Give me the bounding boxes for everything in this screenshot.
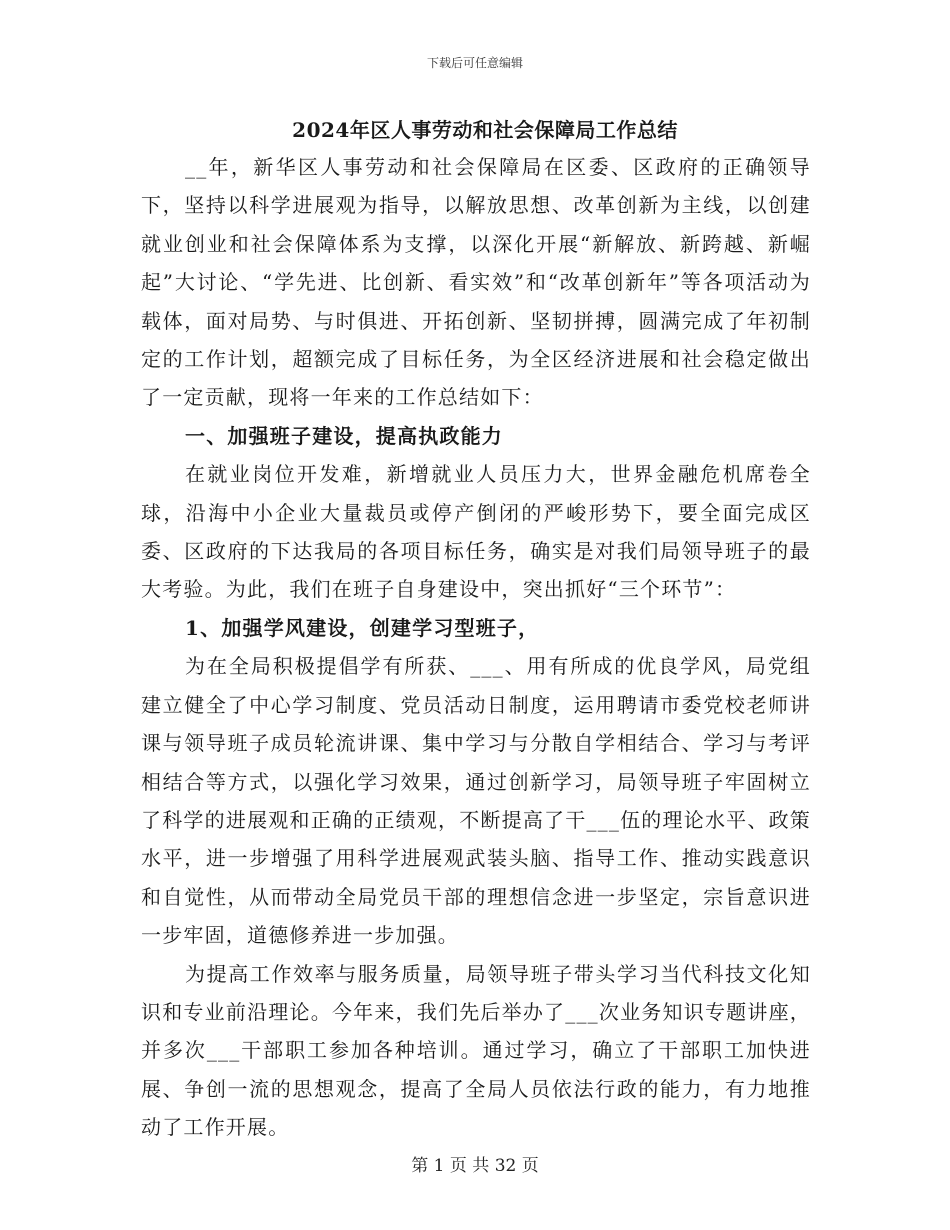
subsection-paragraph-2: 为提高工作效率与服务质量，局领导班子带头学习当代科技文化知识和专业前沿理论。今年来，我们先后举办了___次业务知识专题讲座，并多次___干部职工参加各种培训。通过学习，确立了干部职工加快进展、争创一流的思想观念，提高了全局人员依法行政的能力，有力地推动了工作开展。 xyxy=(141,961,811,1140)
header-note: 下载后可任意编辑 xyxy=(426,56,523,70)
document-body xyxy=(141,112,811,1147)
subsection-paragraph-1: 为在全局积极提倡学有所获、___、用有所成的优良学风，局党组建立健全了中心学习制度、党员活动日制度，运用聘请市委党校老师讲课与领导班子成员轮流讲课、集中学习与分散自学相结合、学习与考评相结合等方式，以强化学习效果，通过创新学习，局领导班子牢固树立了科学的进展观和正确的正绩观，不断提高了干___伍的理论水平、政策水平，进一步增强了用科学进展观武装头脑、指导工作、推动实践意识和自觉性，从而带动全局党员干部的理想信念进一步坚定，宗旨意识进一步牢固，道德修养进一步加强。 xyxy=(141,654,811,948)
section-paragraph: 在就业岗位开发难，新增就业人员压力大，世界金融危机席卷全球，沿海中小企业大量裁员或停产倒闭的严峻形势下，要全面完成区委、区政府的下达我局的各项目标任务，确实是对我们局领导班子的最大考验。为此，我们在班子自身建设中，突出抓好“三个环节”： xyxy=(141,462,811,602)
intro-paragraph: __年，新华区人事劳动和社会保障局在区委、区政府的正确领导下，坚持以科学进展观为指导，以解放思想、改革创新为主线，以创建就业创业和社会保障体系为支撑，以深化开展“新解放、新跨越、新崛起”大讨论、“学先进、比创新、看实效”和“改革创新年”等各项活动为载体，面对局势、与时俱进、开拓创新、坚韧拼搏，圆满完成了年初制定的工作计划，超额完成了目标任务，为全区经济进展和社会稳定做出了一定贡献，现将一年来的工作总结如下： xyxy=(141,155,811,410)
document-title: 2024年区人事劳动和社会保障局工作总结 xyxy=(292,118,678,142)
section-heading: 一、加强班子建设，提高执政能力 xyxy=(185,423,503,448)
subsection-heading: 1、加强学风建设，创建学习型班子， xyxy=(185,615,540,640)
page-number-footer: 第 1 页 共 32 页 xyxy=(411,1156,539,1176)
